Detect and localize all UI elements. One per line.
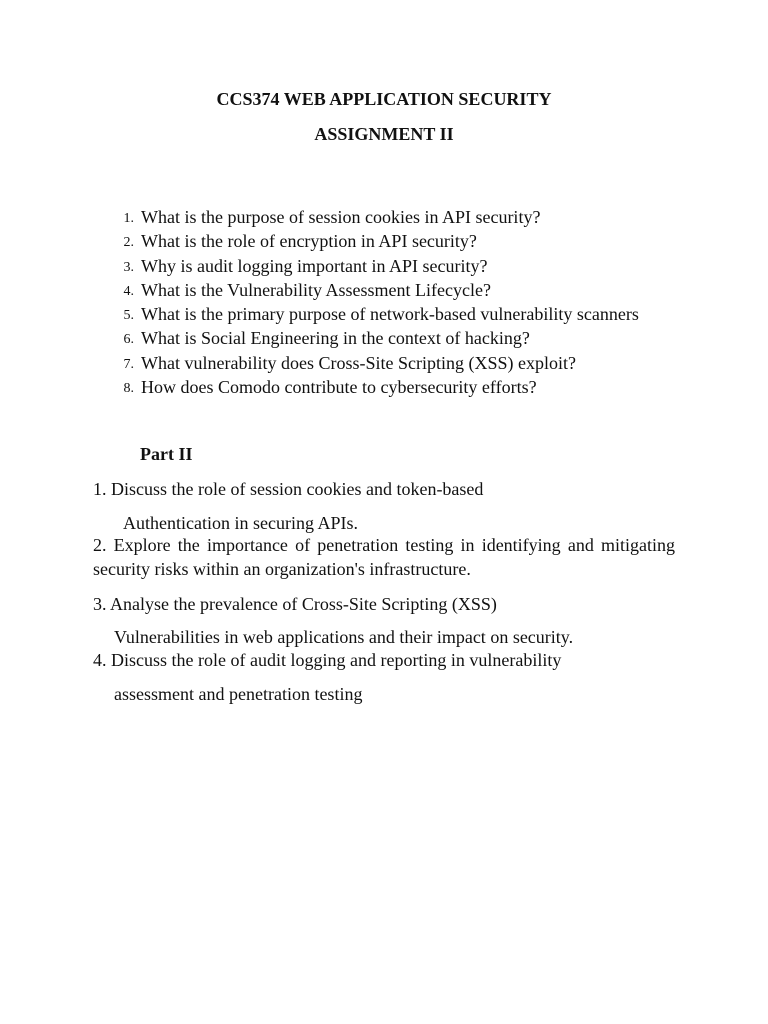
question-text: What is the role of encryption in API security? <box>141 231 477 252</box>
question-item <box>112 377 662 398</box>
question-number: 2. <box>123 235 134 251</box>
question-item <box>112 256 662 277</box>
part2-question-paragraph: 2. Explore the importance of penetration testing in identifying and mitigating security risks within an organization's infrastructure. <box>93 535 675 579</box>
document-title: CCS374 WEB APPLICATION SECURITY <box>216 89 552 109</box>
part2-question-line: 4. Discuss the role of audit logging and reporting in vulnerability <box>93 650 562 670</box>
part2-heading: Part II <box>140 444 193 464</box>
question-text: What is Social Engineering in the context of hacking? <box>141 328 530 349</box>
question-text: How does Comodo contribute to cybersecurity efforts? <box>141 377 537 398</box>
part2-question-line: 3. Analyse the prevalence of Cross-Site Scripting (XSS) <box>93 594 497 614</box>
question-text: What is the Vulnerability Assessment Lifecycle? <box>141 279 491 300</box>
question-text: Why is audit logging important in API security? <box>141 255 488 276</box>
part1-question-list <box>112 207 662 401</box>
question-number: 1. <box>123 211 134 226</box>
part2-question-line: assessment and penetration testing <box>114 684 363 704</box>
question-item <box>112 280 662 301</box>
question-number: 3. <box>123 259 134 275</box>
document-subtitle: ASSIGNMENT II <box>314 124 454 144</box>
question-item <box>112 304 662 325</box>
question-number: 7. <box>123 356 134 372</box>
question-item <box>112 207 662 228</box>
part2-question-line: Authentication in securing APIs. <box>123 513 358 533</box>
question-text: What is the primary purpose of network-based vulnerability scanners <box>141 304 639 325</box>
question-item <box>112 328 662 349</box>
part2-question-line: 1. Discuss the role of session cookies and token-based <box>93 479 484 499</box>
question-item <box>112 231 662 252</box>
question-text: What is the purpose of session cookies in API security? <box>141 207 541 227</box>
part2-question-line: Vulnerabilities in web applications and their impact on security. <box>114 627 574 647</box>
question-number: 8. <box>123 381 134 397</box>
question-text: What vulnerability does Cross-Site Scripting (XSS) exploit? <box>141 352 576 373</box>
question-number: 4. <box>123 283 134 299</box>
question-number: 6. <box>123 332 134 348</box>
question-number: 5. <box>123 308 134 324</box>
question-item <box>112 353 662 374</box>
